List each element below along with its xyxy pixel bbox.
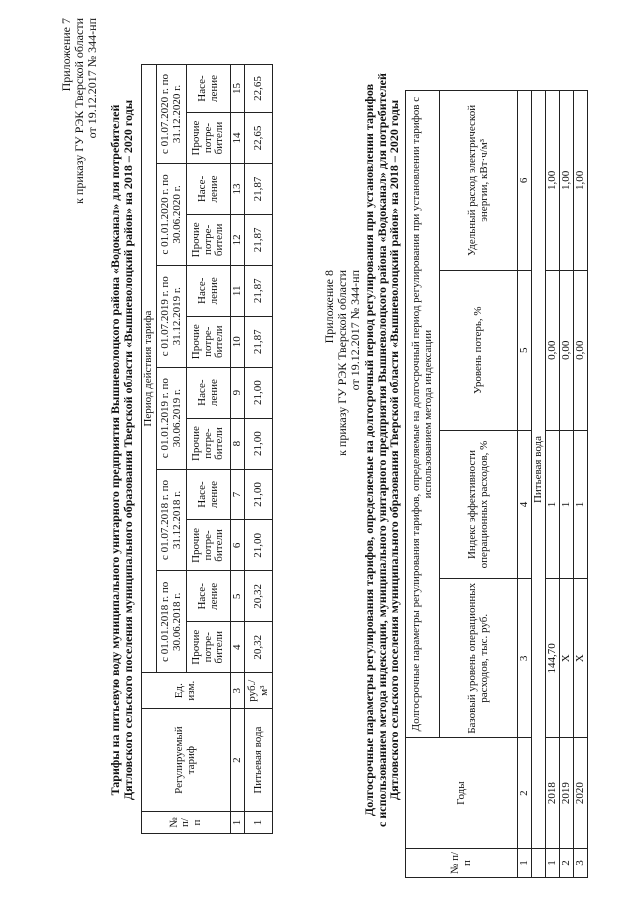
appendix8-block [323,270,362,456]
colnum: 6 [231,520,245,571]
heading1 [109,55,135,845]
th-other: Прочие потре- бители [187,520,231,571]
colnum: 4 [231,622,245,673]
spacer-cell [532,849,546,878]
cell-base: Х [560,579,574,738]
cell-value: 21,00 [245,418,273,469]
cell-value: 20,32 [245,571,273,622]
parameters-table [405,90,588,878]
table-row [546,91,560,878]
cell-num: 2 [560,849,574,878]
heading2-line: Долгосрочные параметры регулирования тарифов, определяемые на долгосрочный период регулирования при установлении тарифов [362,83,376,817]
th-index: Индекс эффективности операционных расходов, % [440,430,518,579]
th-other: Прочие потре- бители [187,214,231,265]
cell-unit: руб./ м³ [245,673,273,709]
colnum: 3 [518,579,532,738]
appendix8-date: от 19.12.2017 № 344-нп [348,270,362,391]
th-period-6: с 01.07.2020 г. по 31.12.2020 г. [157,65,187,164]
th-group: Долгосрочные параметры регулирования тарифов, определяемые на долгосрочный период регулирования при установлении тарифов с использованием метода индексации [406,91,440,738]
cell-value: 21,00 [245,520,273,571]
colnum: 7 [231,469,245,520]
colnum: 11 [231,265,245,316]
th-other: Прочие потре- бители [187,113,231,164]
cell-index: 1 [574,430,588,579]
cell-index: 1 [560,430,574,579]
cell-value: 21,87 [245,316,273,367]
table-row [245,65,273,834]
th-num: № п/ п [142,812,231,834]
cell-value: 21,00 [245,367,273,418]
colnum: 15 [231,65,245,113]
cell-num: 1 [546,849,560,878]
th-population: Насе- ление [187,164,231,215]
colnum: 1 [231,812,245,834]
th-population: Насе- ление [187,265,231,316]
cell-loss: 0,00 [560,270,574,430]
colnum: 12 [231,214,245,265]
cell-value: 22,65 [245,113,273,164]
cell-loss: 0,00 [546,270,560,430]
cell-name: Питьевая вода [245,709,273,812]
th-period-4: с 01.07.2019 г. по 31.12.2019 г. [157,265,187,367]
cell-value: 21,00 [245,469,273,520]
th-period-5: с 01.01.2020 г. по 30.06.2020 г. [157,164,187,266]
th-energy: Удельный расход электрической энергии, кВт·ч/м³ [440,91,518,271]
colnum: 10 [231,316,245,367]
th-period-3: с 01.01.2019 г. по 30.06.2019 г. [157,367,187,469]
th-years: Годы [406,738,518,849]
cell-value: 21,87 [245,164,273,215]
colnum: 5 [518,270,532,430]
colnum: 13 [231,164,245,215]
colnum: 14 [231,113,245,164]
heading2-line: Дятловского сельского поселения муниципального образования Тверской области «Вышневолоцкий район» на 2018 – 2020 годы [387,99,401,801]
appendix7-title: Приложение 7 [59,18,73,92]
cell-num: 3 [574,849,588,878]
colnum: 2 [518,738,532,849]
heading2 [363,35,401,865]
th-population: Насе- ление [187,65,231,113]
colnum: 1 [518,849,532,878]
appendix7-order: к приказу ГУ РЭК Тверской области [72,18,86,204]
appendix7-date: от 19.12.2017 № 344-нп [85,18,99,139]
cell-index: 1 [546,430,560,579]
appendix8-title: Приложение 8 [322,270,336,344]
th-period-2: с 01.07.2018 г. по 31.12.2018 г. [157,469,187,571]
cell-energy: 1,00 [560,91,574,271]
th-population: Насе- ление [187,367,231,418]
cell-num: 1 [245,812,273,834]
th-period-1: с 01.01.2018 г. по 30.06.2018 г. [157,571,187,673]
heading2-line: с использованием метода индексации, муниципального унитарного предприятия Вышневолоцкого района «Водоканал» для потребителей [374,73,389,827]
colnum: 5 [231,571,245,622]
cell-energy: 1,00 [574,91,588,271]
th-base: Базовый уровень операционных расходов, тыс. руб. [440,579,518,738]
th-population: Насе- ление [187,571,231,622]
cell-year: 2020 [574,738,588,849]
th-population: Насе- ление [187,469,231,520]
appendix8-order: к приказу ГУ РЭК Тверской области [335,270,349,456]
cell-value: 20,32 [245,622,273,673]
colnum: 4 [518,430,532,579]
th-num: № п/п [406,849,518,878]
cell-base: 144,70 [546,579,560,738]
appendix7-block [60,18,99,204]
cell-value: 22,65 [245,65,273,113]
section-label: Питьевая вода [532,91,546,849]
heading1-line: Тарифы на питьевую воду муниципального унитарного предприятия Вышневолоцкого района «Водоканал» для потребителей [108,104,122,796]
cell-value: 21,87 [245,214,273,265]
cell-value: 21,87 [245,265,273,316]
table-row [560,91,574,878]
colnum: 3 [231,673,245,709]
th-unit: Ед. изм. [142,673,231,709]
tariff-table [141,64,273,834]
th-tariff: Регулируемый тариф [142,709,231,812]
cell-energy: 1,00 [546,91,560,271]
cell-base: Х [574,579,588,738]
colnum: 8 [231,418,245,469]
cell-loss: 0,00 [574,270,588,430]
th-other: Прочие потре- бители [187,316,231,367]
table-row [574,91,588,878]
th-loss: Уровень потерь, % [440,270,518,430]
cell-year: 2019 [560,738,574,849]
heading1-line: Дятловского сельского поселения муниципального образования Тверской области «Вышневолоцкий район» на 2018 – 2020 годы [121,99,135,801]
th-period: Период действия тарифа [142,65,157,673]
colnum: 2 [231,709,245,812]
th-other: Прочие потре- бители [187,418,231,469]
colnum: 9 [231,367,245,418]
colnum: 6 [518,91,532,271]
cell-year: 2018 [546,738,560,849]
th-other: Прочие потре- бители [187,622,231,673]
